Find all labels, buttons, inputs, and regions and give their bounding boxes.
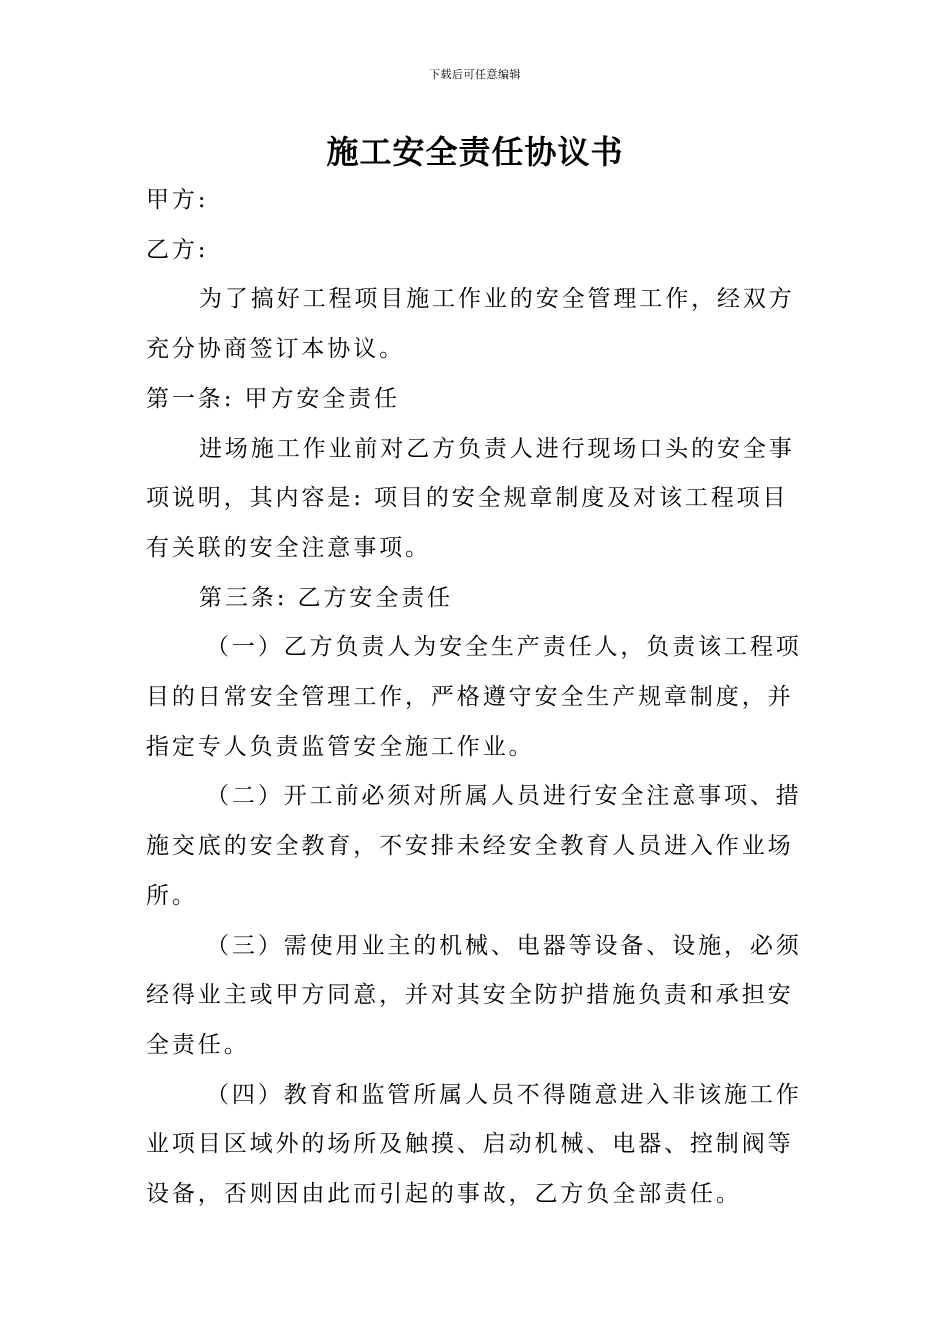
intro-paragraph: 为了搞好工程项目施工作业的安全管理工作，经双方充分协商签订本协议。 (146, 286, 795, 363)
article-3-item-4: （四）教育和监管所属人员不得随意进入非该施工作业项目区域外的场所及触摸、启动机械、电器、控制阀等设备，否则因由此而引起的事故，乙方负全部责任。 (146, 1081, 802, 1208)
header-note: 下载后可任意编辑 (429, 68, 521, 81)
article-3-item-2: （二）开工前必须对所属人员进行安全注意事项、措施交底的安全教育，不安排未经安全教育人员进入作业场所。 (146, 783, 802, 909)
article-3-heading: 第三条: 乙方安全责任 (199, 584, 453, 611)
party-b-line: 乙方: (146, 236, 209, 263)
party-a-line: 甲方: (146, 187, 209, 213)
article-1-heading: 第一条: 甲方安全责任 (146, 385, 400, 412)
article-1-content: 进场施工作业前对乙方负责人进行现场口头的安全事项说明，其内容是: 项目的安全规章制度及对该工程项目有关联的安全注意事项。 (146, 435, 795, 561)
article-3-item-1: （一）乙方负责人为安全生产责任人，负责该工程项目的日常安全管理工作，严格遵守安全生产规章制度，并指定专人负责监管安全施工作业。 (146, 634, 802, 760)
document-body (146, 176, 806, 1220)
document-title: 施工安全责任协议书 (326, 133, 624, 171)
article-3-item-3: （三）需使用业主的机械、电器等设备、设施，必须经得业主或甲方同意，并对其安全防护措施负责和承担安全责任。 (146, 932, 802, 1058)
